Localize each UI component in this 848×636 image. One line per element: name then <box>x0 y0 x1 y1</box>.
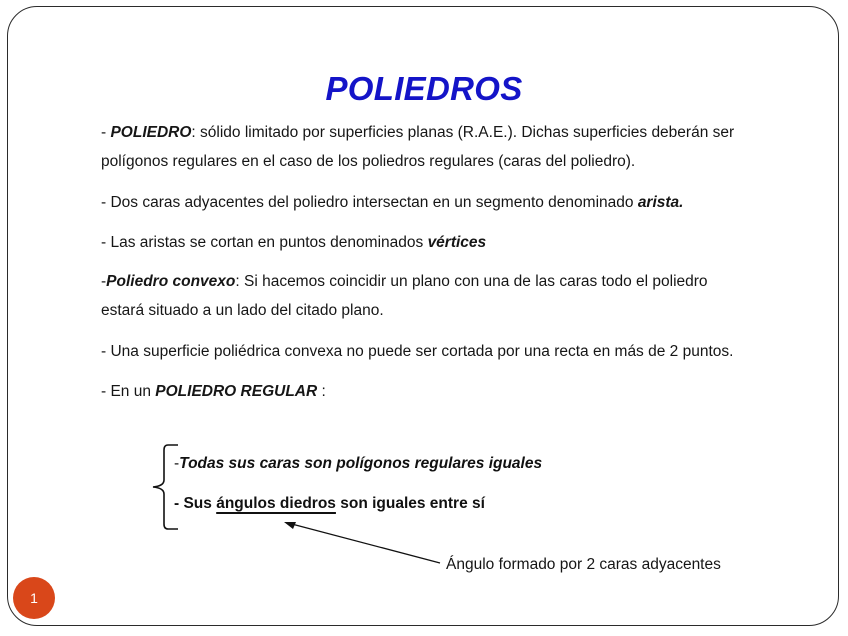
item-lead: - <box>174 455 180 472</box>
arrowhead <box>284 522 296 529</box>
bullet-lead: - <box>101 273 107 290</box>
term-arista: arista. <box>637 194 684 211</box>
angle-annotation: Ángulo formado por 2 caras adyacentes <box>446 556 721 573</box>
superficie-text: - Una superficie poliédrica convexa no puede ser cortada por una recta en más de 2 puntos. <box>101 343 734 360</box>
slide-title: POLIEDROS <box>325 70 523 107</box>
convexo-line-1: : Si hacemos coincidir un plano con una de las caras todo el poliedro <box>235 273 708 290</box>
item-lead: - Sus <box>174 495 217 512</box>
slide-number: 1 <box>30 590 38 606</box>
item-caras-text: Todas sus caras son polígonos regulares iguales <box>179 455 543 472</box>
vertices-text: - Las aristas se cortan en puntos denominados <box>101 234 428 251</box>
term-poliedro-regular: POLIEDRO REGULAR <box>155 383 318 400</box>
definition-line-1: : sólido limitado por superficies planas (R.A.E.). Dichas superficies deberán ser <box>191 124 735 141</box>
regular-tail: : <box>317 383 326 400</box>
pointer-arrow <box>288 523 440 563</box>
convexo-line-2: estará situado a un lado del citado plano. <box>101 302 384 319</box>
bullet-lead: - <box>101 124 111 141</box>
brace-item-caras <box>174 455 542 473</box>
term-angulos-diedros: ángulos diedros <box>216 495 336 512</box>
brace-item-diedros <box>174 495 485 513</box>
term-vertices: vértices <box>427 234 487 251</box>
regular-lead: - En un <box>101 383 156 400</box>
definition-line-2: polígonos regulares en el caso de los poliedros regulares (caras del poliedro). <box>101 153 636 170</box>
term-poliedro-convexo: Poliedro convexo <box>106 273 236 290</box>
slide-number-badge <box>13 577 55 619</box>
arista-text: - Dos caras adyacentes del poliedro intersectan en un segmento denominado <box>101 194 638 211</box>
item-diedros-tail: son iguales entre sí <box>335 495 485 512</box>
term-poliedro: POLIEDRO <box>110 124 192 141</box>
